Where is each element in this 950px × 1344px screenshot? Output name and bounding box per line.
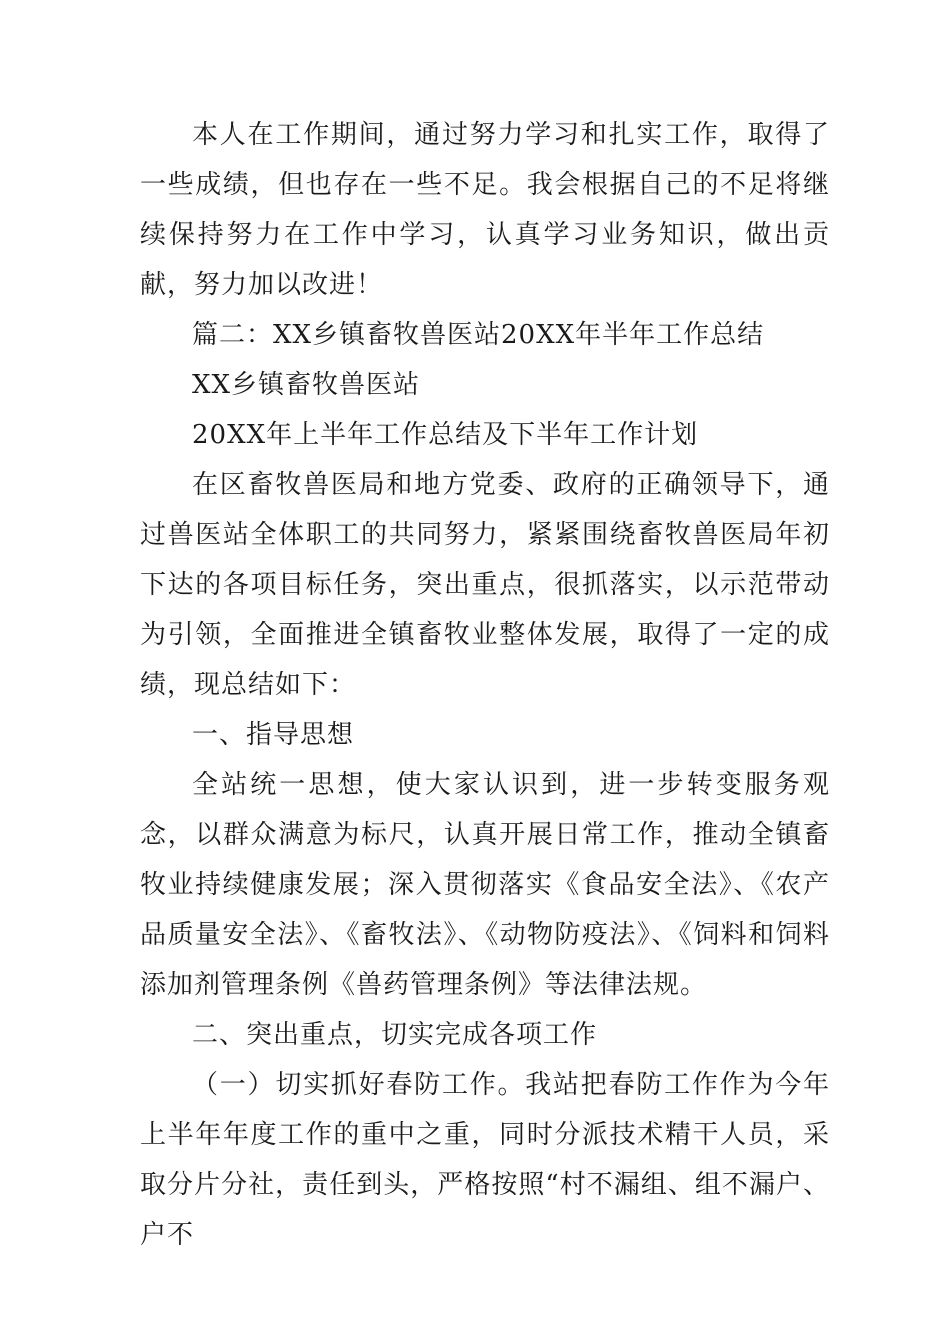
- section-title-part-two: 篇二：XX乡镇畜牧兽医站20XX年半年工作总结: [192, 320, 765, 350]
- heading-guiding-thought: 一、指导思想: [192, 720, 355, 750]
- document-body: [140, 110, 830, 1260]
- paragraph-spring-prevention: （一）切实抓好春防工作。我站把春防工作作为今年上半年年度工作的重中之重，同时分派技术精干人员，采取分片分社，责任到头，严格按照“村不漏组、组不漏户、户不: [140, 1070, 830, 1250]
- heading-key-work: 二、突出重点，切实完成各项工作: [192, 1020, 598, 1050]
- paragraph-introduction: 在区畜牧兽医局和地方党委、政府的正确领导下，通过兽医站全体职工的共同努力，紧紧围绕畜牧兽医局年初下达的各项目标任务，突出重点，很抓落实，以示范带动为引领，全面推进全镇畜牧业整体发展，取得了一定的成绩，现总结如下：: [140, 470, 830, 700]
- paragraph-guiding-thought: 全站统一思想，使大家认识到，进一步转变服务观念，以群众满意为标尺，认真开展日常工作，推动全镇畜牧业持续健康发展；深入贯彻落实《食品安全法》、《农产品质量安全法》、《畜牧法》、《动物防疫法》、《饲料和饲料添加剂管理条例《兽药管理条例》等法律法规。: [140, 770, 830, 1000]
- report-title: 20XX年上半年工作总结及下半年工作计划: [192, 420, 699, 450]
- paragraph-summary-conclusion: 本人在工作期间，通过努力学习和扎实工作，取得了一些成绩，但也存在一些不足。我会根据自己的不足将继续保持努力在工作中学习，认真学习业务知识，做出贡献，努力加以改进！: [140, 120, 830, 300]
- station-name: XX乡镇畜牧兽医站: [192, 370, 421, 400]
